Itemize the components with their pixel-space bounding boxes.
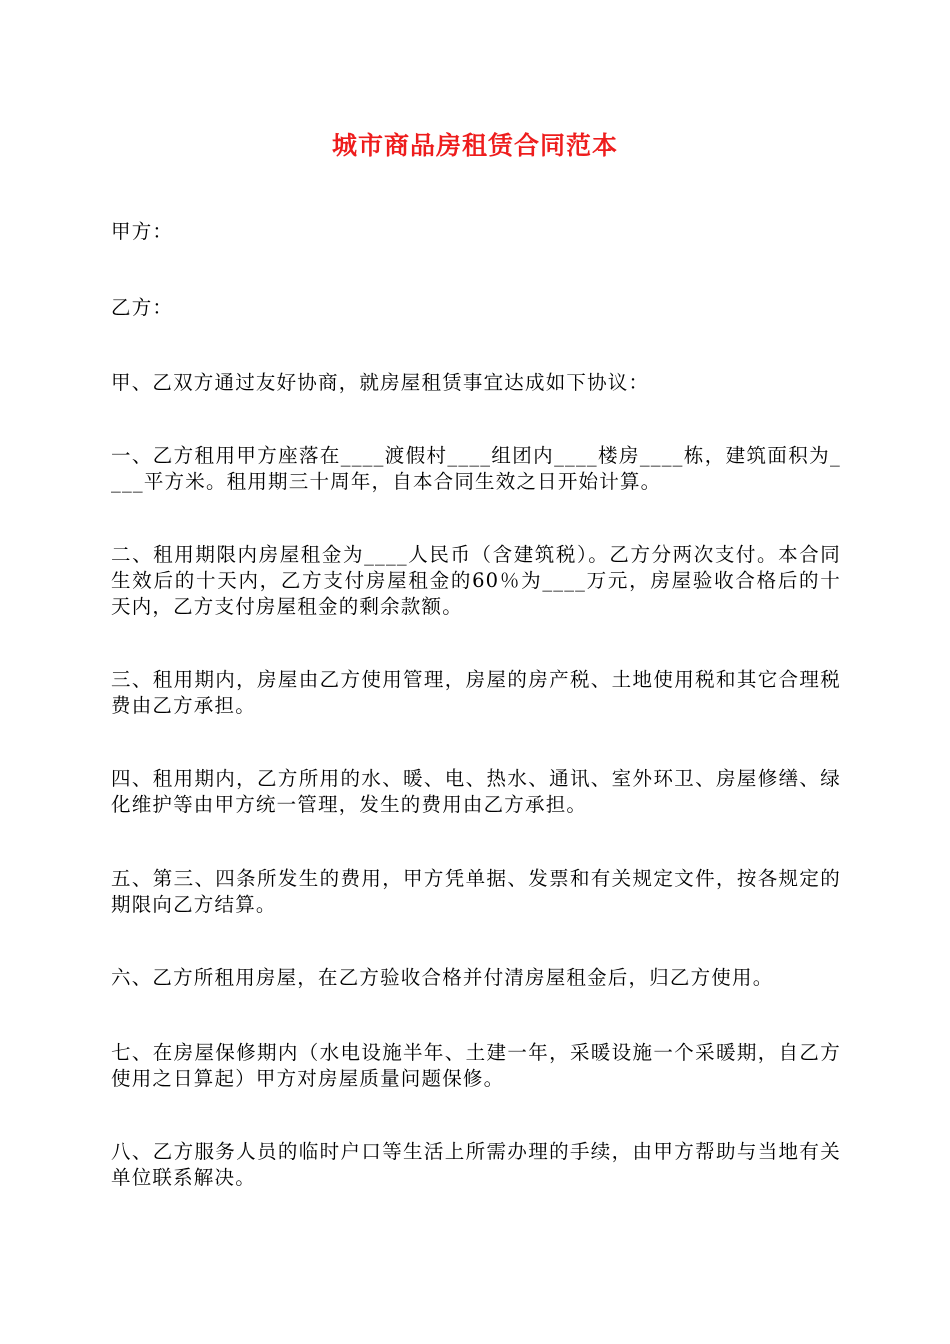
clause-5: 五、第三、四条所发生的费用，甲方凭单据、发票和有关规定文件，按各规定的期限向乙方结算。 — [111, 867, 841, 916]
clause-6: 六、乙方所租用房屋，在乙方验收合格并付清房屋租金后，归乙方使用。 — [111, 966, 774, 989]
clause-4: 四、租用期内，乙方所用的水、暖、电、热水、通讯、室外环卫、房屋修缮、绿化维护等由甲方统一管理，发生的费用由乙方承担。 — [111, 767, 841, 816]
intro-paragraph: 甲、乙双方通过友好协商，就房屋租赁事宜达成如下协议： — [111, 371, 650, 394]
clause-1: 一、乙方租用甲方座落在____渡假村____组团内____楼房____栋，建筑面积为____平方米。租用期三十周年，自本合同生效之日开始计算。 — [111, 444, 841, 493]
document-title: 城市商品房租赁合同范本 — [331, 131, 618, 160]
clause-3: 三、租用期内，房屋由乙方使用管理，房屋的房产税、土地使用税和其它合理税费由乙方承担。 — [111, 668, 841, 717]
clause-2: 二、租用期限内房屋租金为____人民币（含建筑税）。乙方分两次支付。本合同生效后的十天内，乙方支付房屋租金的60％为____万元，房屋验收合格后的十天内，乙方支付房屋租金的剩余款额。 — [111, 543, 841, 618]
party-a-line: 甲方： — [111, 220, 174, 243]
party-b-line: 乙方： — [111, 296, 174, 319]
clause-7: 七、在房屋保修期内（水电设施半年、土建一年，采暖设施一个采暖期，自乙方使用之日算起）甲方对房屋质量问题保修。 — [111, 1041, 841, 1090]
clause-8: 八、乙方服务人员的临时户口等生活上所需办理的手续，由甲方帮助与当地有关单位联系解决。 — [111, 1140, 841, 1189]
